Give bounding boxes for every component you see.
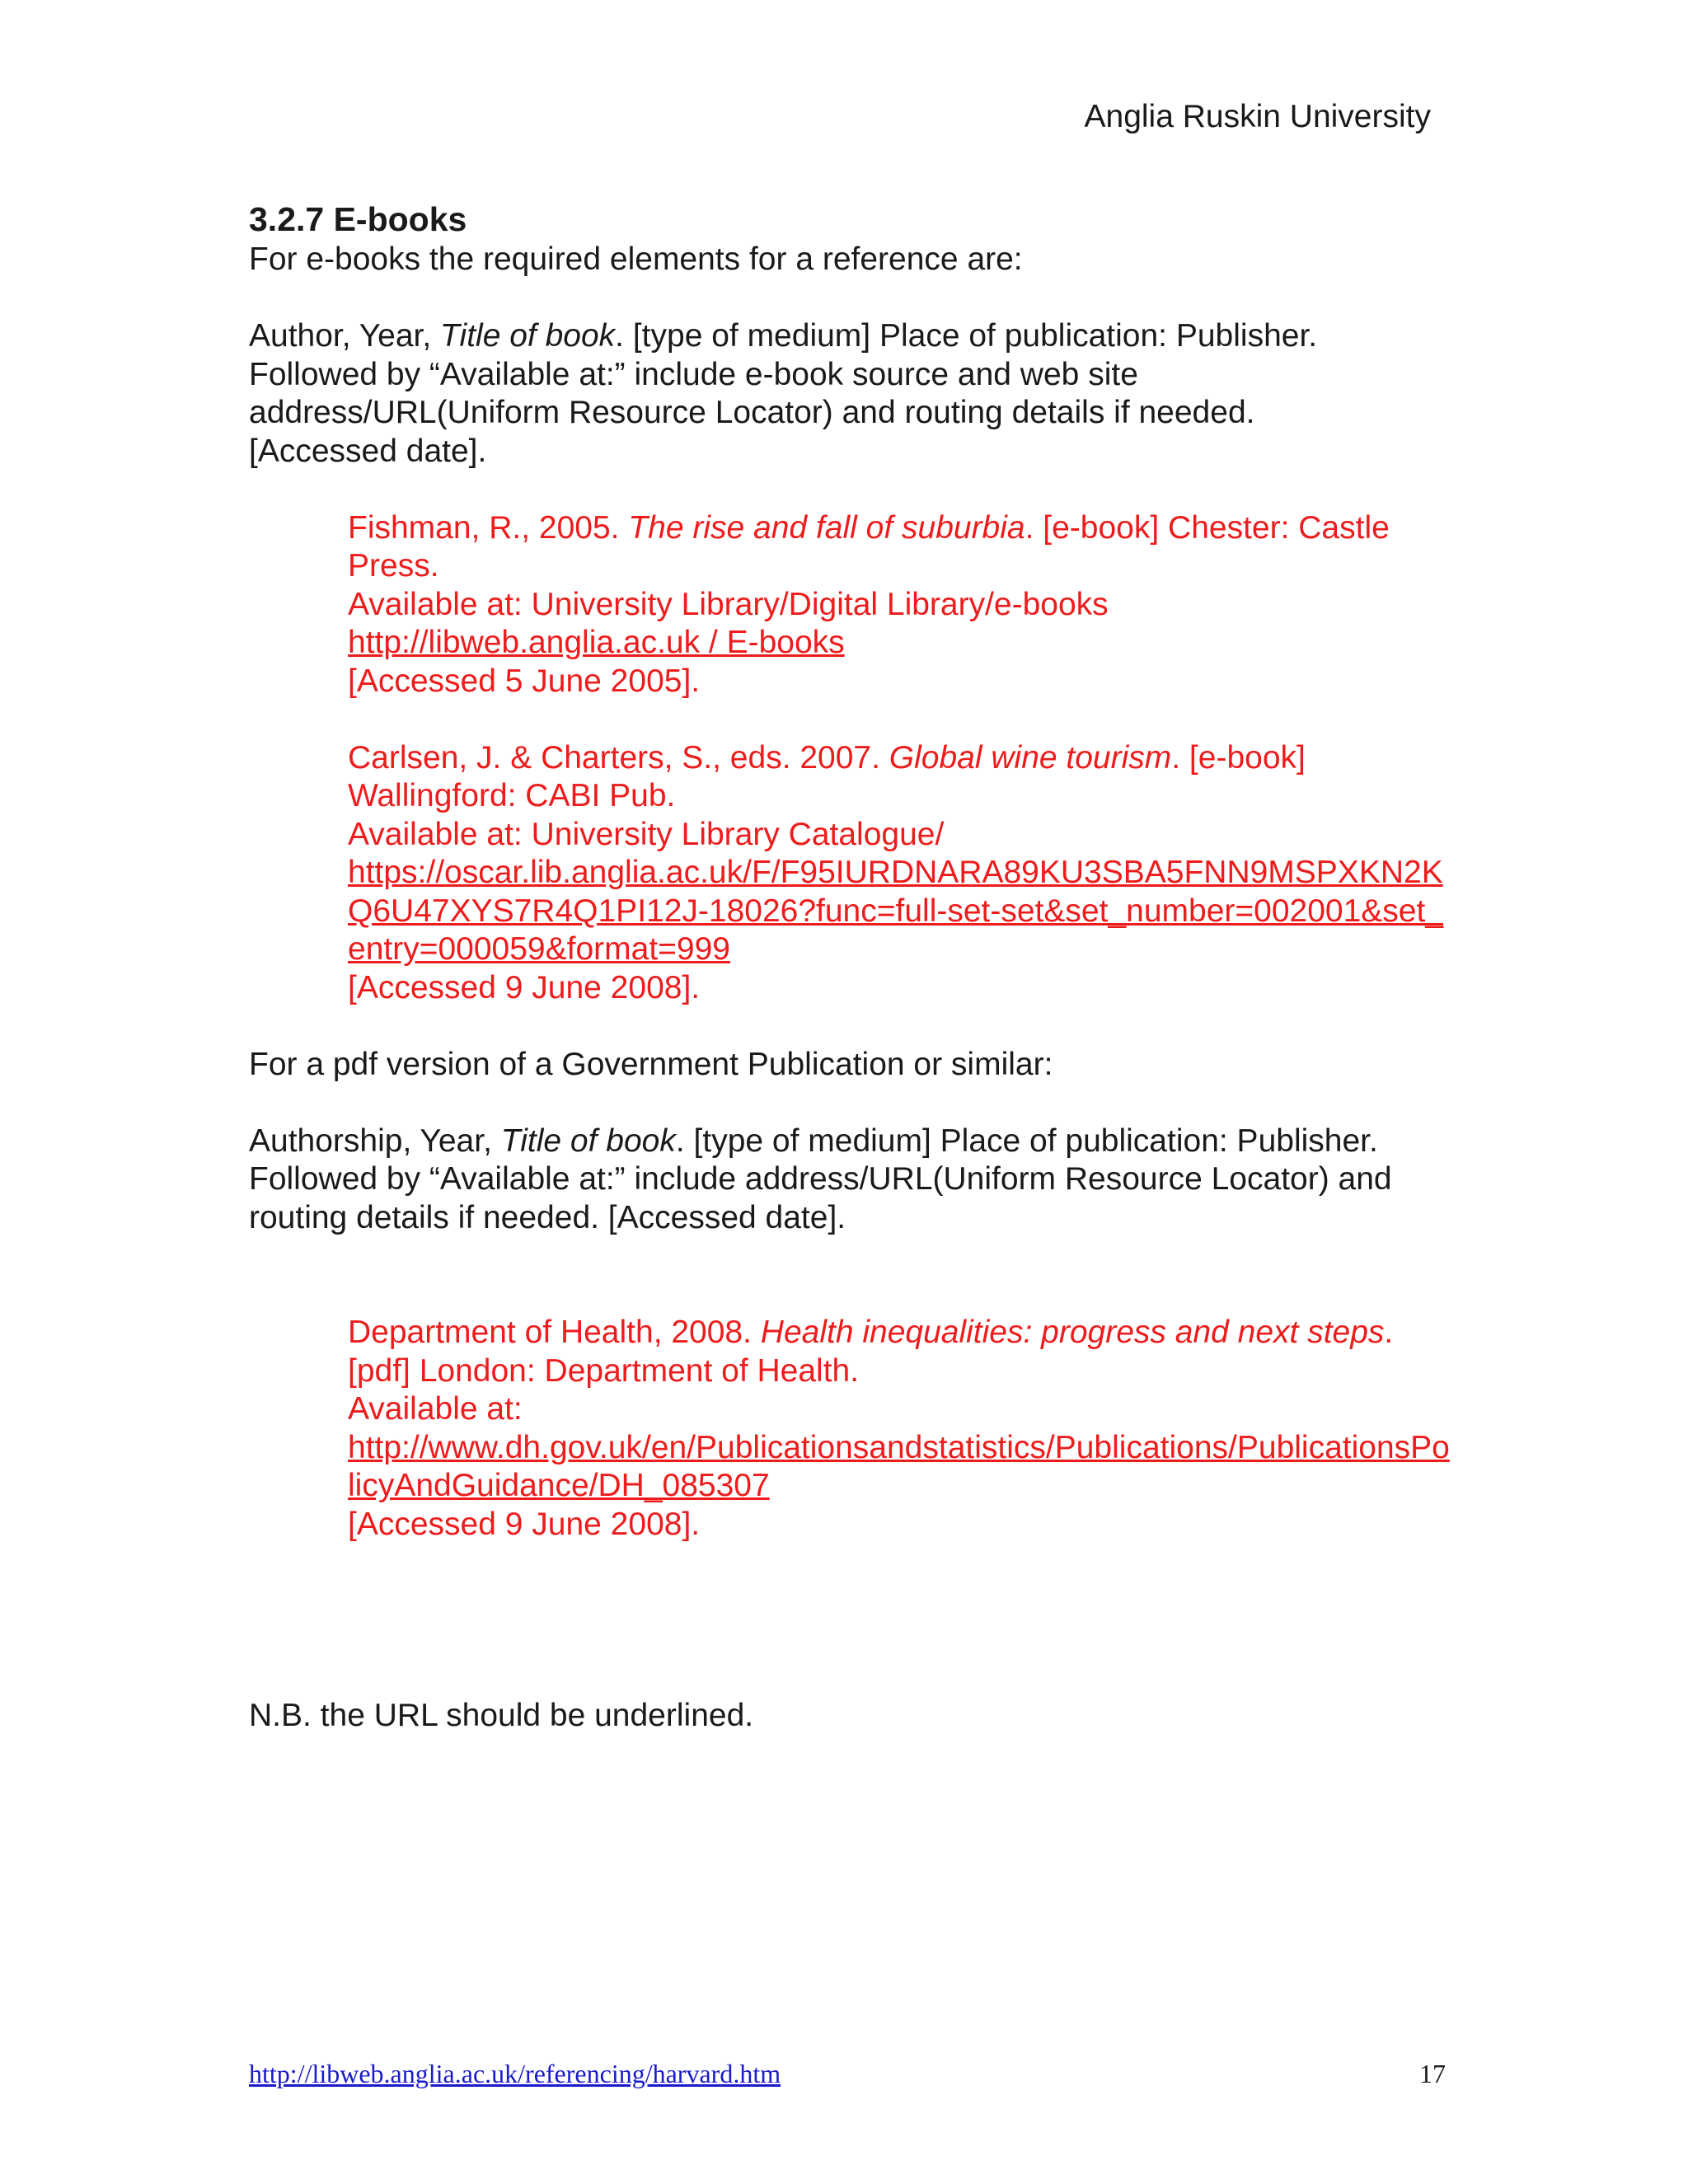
example-2-publisher: . [e-book] Wallingford: CABI Pub. [348,739,1306,813]
format-title: Title of book [440,318,616,354]
pdf-format-title: Title of book [500,1122,676,1159]
example-1-url[interactable]: http://libweb.anglia.ac.uk / E-books [348,625,845,660]
example-3-accessed: [Accessed 9 June 2008]. [348,1506,701,1542]
section-heading: 3.2.7 E-books [249,200,467,238]
spacer [249,701,1452,739]
spacer [249,1544,1452,1697]
page-footer [249,2057,1446,2090]
example-2-title: Global wine tourism [889,739,1172,776]
example-1-accessed: [Accessed 5 June 2005]. [348,663,701,699]
example-1-title: The rise and fall of suburbia [628,509,1025,546]
format-line-2: Followed by “Available at:” include e-book source and web site [249,356,1138,392]
example-2-author: Carlsen, J. & Charters, S., eds. 2007. [348,739,889,776]
format-line-4: [Accessed date]. [249,433,487,469]
spacer [249,471,1452,509]
pdf-format-line-2: Followed by “Available at:” include address/URL(Uniform Resource Locator) and routing details if needed. [Accessed date]. [249,1161,1392,1235]
url-note: N.B. the URL should be underlined. [249,1698,754,1733]
page-number: 17 [1419,2059,1446,2088]
spacer [249,279,1452,318]
example-2-url[interactable]: https://oscar.lib.anglia.ac.uk/F/F95IURDNARA89KU3SBA5FNN9MSPXKN2KQ6U47XYS7R4Q1PI12J-18026?func=full-set-set&set_number=002001&set_entry=000059&format=999 [348,855,1444,967]
example-2-available: Available at: University Library Catalogue/ [348,816,945,852]
pdf-format-lead: Authorship, Year, [249,1122,501,1159]
format-lead: Author, Year, [249,318,441,354]
pdf-intro: For a pdf version of a Government Publication or similar: [249,1046,1053,1082]
example-1-available: Available at: University Library/Digital Library/e-books [348,586,1109,622]
example-1-publisher: . [e-book] Chester: Castle Press. [348,509,1390,583]
reference-format [249,317,1452,471]
format-line-3: address/URL(Uniform Resource Locator) and routing details if needed. [249,395,1255,430]
example-3-available: Available at: [348,1391,523,1427]
spacer [249,1007,1452,1046]
section-intro: For e-books the required elements for a reference are: [249,241,1023,277]
page-content [249,198,1452,1736]
running-header: Anglia Ruskin University [1084,99,1431,134]
pdf-reference-format [249,1122,1452,1238]
example-reference-2 [348,739,1452,1008]
example-3-title: Health inequalities: progress and next steps [760,1315,1385,1350]
example-3-url[interactable]: http://www.dh.gov.uk/en/Publicationsandstatistics/Publications/PublicationsPolicyAndGuidance/DH_085307 [348,1429,1450,1503]
footer-link[interactable]: http://libweb.anglia.ac.uk/referencing/harvard.htm [249,2059,781,2088]
example-reference-1 [348,509,1452,701]
example-2-accessed: [Accessed 9 June 2008]. [348,969,701,1005]
spacer [249,1084,1452,1122]
example-1-author: Fishman, R., 2005. [348,509,629,546]
example-reference-3 [348,1314,1452,1544]
spacer [249,1237,1452,1314]
example-3-author: Department of Health, 2008. [348,1315,761,1350]
pdf-format-rest: . [type of medium] Place of publication: Publisher. [675,1122,1378,1159]
format-rest: . [type of medium] Place of publication: Publisher. [615,318,1318,354]
example-3-publisher: . [pdf] London: Department of Health. [348,1315,1394,1389]
